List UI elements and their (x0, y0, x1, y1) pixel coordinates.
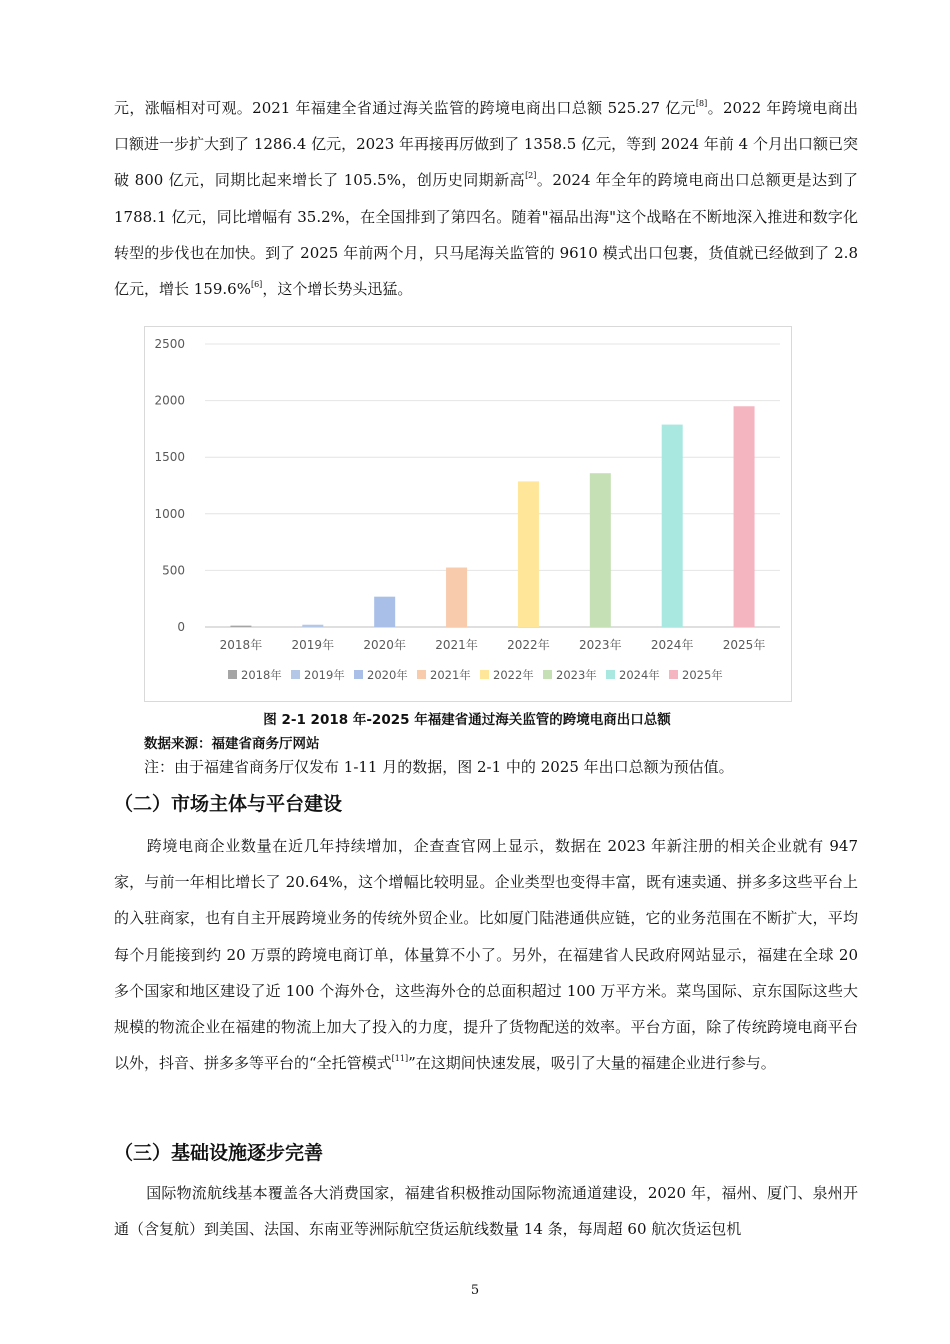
y-tick-label: 0 (177, 620, 185, 634)
legend-swatch (291, 670, 300, 679)
x-tick-label: 2023年 (579, 638, 622, 652)
section-heading-infrastructure: （三）基础设施逐步完善 (114, 1142, 324, 1164)
legend-swatch (480, 670, 489, 679)
bar-2023年 (590, 473, 611, 627)
bar-2021年 (446, 568, 467, 627)
x-tick-label: 2021年 (435, 638, 478, 652)
legend-label: 2025年 (682, 668, 723, 682)
legend-label: 2019年 (304, 668, 345, 682)
x-tick-label: 2018年 (219, 638, 263, 652)
y-tick-label: 2500 (154, 337, 185, 351)
y-tick-label: 2000 (154, 393, 185, 408)
bar-2022年 (518, 481, 539, 627)
bar-2024年 (662, 425, 683, 627)
x-tick-label: 2022年 (507, 638, 550, 652)
legend-swatch (417, 670, 426, 679)
legend-swatch (228, 670, 237, 679)
citation-8: [8] (695, 99, 708, 108)
figure-caption: 图 2-1 2018 年-2025 年福建省通过海关监管的跨境电商出口总额 (263, 712, 671, 728)
legend-label: 2018年 (241, 668, 282, 682)
paragraph-infrastructure: 国际物流航线基本覆盖各大消费国家，福建省积极推动国际物流通道建设，2020 年，福州、厦门、泉州开通（含复航）到美国、法国、东南亚等洲际航空货运航线数量 14 条，每周超 60 航次货运包机 (114, 1184, 858, 1239)
y-tick-label: 1500 (154, 450, 185, 465)
x-tick-label: 2019年 (291, 638, 335, 652)
export-bar-chart (144, 326, 792, 702)
x-tick-label: 2020年 (363, 638, 406, 652)
legend-label: 2020年 (367, 668, 408, 682)
y-tick-label: 1000 (154, 506, 185, 521)
legend-label: 2024年 (619, 668, 660, 682)
data-source: 数据来源：福建省商务厅网站 (144, 736, 320, 752)
y-tick-label: 500 (162, 563, 185, 578)
section-heading-market: （二）市场主体与平台建设 (114, 793, 343, 815)
legend-label: 2021年 (430, 668, 471, 682)
bar-2019年 (302, 625, 323, 627)
x-tick-label: 2024年 (650, 638, 694, 652)
bar-2020年 (374, 597, 395, 627)
citation-2: [2] (525, 171, 537, 181)
legend-swatch (543, 670, 552, 679)
figure-note: 注：由于福建省商务厅仅发布 1-11 月的数据，图 2-1 中的 2025 年出口总额为预估值。 (144, 758, 734, 776)
legend-swatch (354, 670, 363, 679)
legend-swatch (669, 670, 678, 679)
citation-11: [11] (391, 1054, 409, 1064)
legend-swatch (606, 670, 615, 679)
bar-2025年 (734, 406, 755, 627)
paragraph-export-growth: 元，涨幅相对可观。2021 年福建全省通过海关监管的跨境电商出口总额 525.27 亿元[8]。2022 年跨境电商出口额进一步扩大到了 1286.4 亿元，2023 年再接再厉做到了 1358.5 亿元，等到 2024 年前 4 个月出口额已突破 800 亿元，同期比起来增长了 105.5%，创历史同期新高[2]。2024 年全年的跨境电商出口总额更是达到了 1788.1 亿元，同比增幅有 35.2%，在全国排到了第四名。随着"福品出海"这个战略在不断地深入推进和数字化转型的步伐也在加快。到了 2025 年前两个月，只马尾海关监管的 9610 模式出口包裹，货值就已经做到了 2.8 亿元，增长 159.6%[6]，这个增长势头迅猛。 (114, 99, 858, 299)
x-tick-label: 2025年 (722, 638, 766, 652)
legend-label: 2022年 (493, 668, 534, 682)
citation-6: [6] (250, 280, 263, 290)
page-number: 5 (470, 1283, 480, 1298)
paragraph-market-entities: 跨境电商企业数量在近几年持续增加，企查查官网上显示，数据在 2023 年新注册的相关企业就有 947 家，与前一年相比增长了 20.64%，这个增幅比较明显。企业类型也变得丰富，既有速卖通、拼多多这些平台上的入驻商家，也有自主开展跨境业务的传统外贸企业。比如厦门陆港通供应链，它的业务范围在不断扩大，平均每个月能接到约 20 万票的跨境电商订单，体量算不小了。另外，在福建省人民政府网站显示，福建在全球 20 多个国家和地区建设了近 100 个海外仓，这些海外仓的总面积超过 100 万平方米。菜鸟国际、京东国际这些大规模的物流企业在福建的物流上加大了投入的力度，提升了货物配送的效率。平台方面，除了传统跨境电商平台以外，抖音、拼多多等平台的“全托管模式[11]”在这期间快速发展，吸引了大量的福建企业进行参与。 (114, 837, 858, 1073)
bar-2018年 (230, 626, 251, 627)
legend-label: 2023年 (556, 668, 597, 682)
